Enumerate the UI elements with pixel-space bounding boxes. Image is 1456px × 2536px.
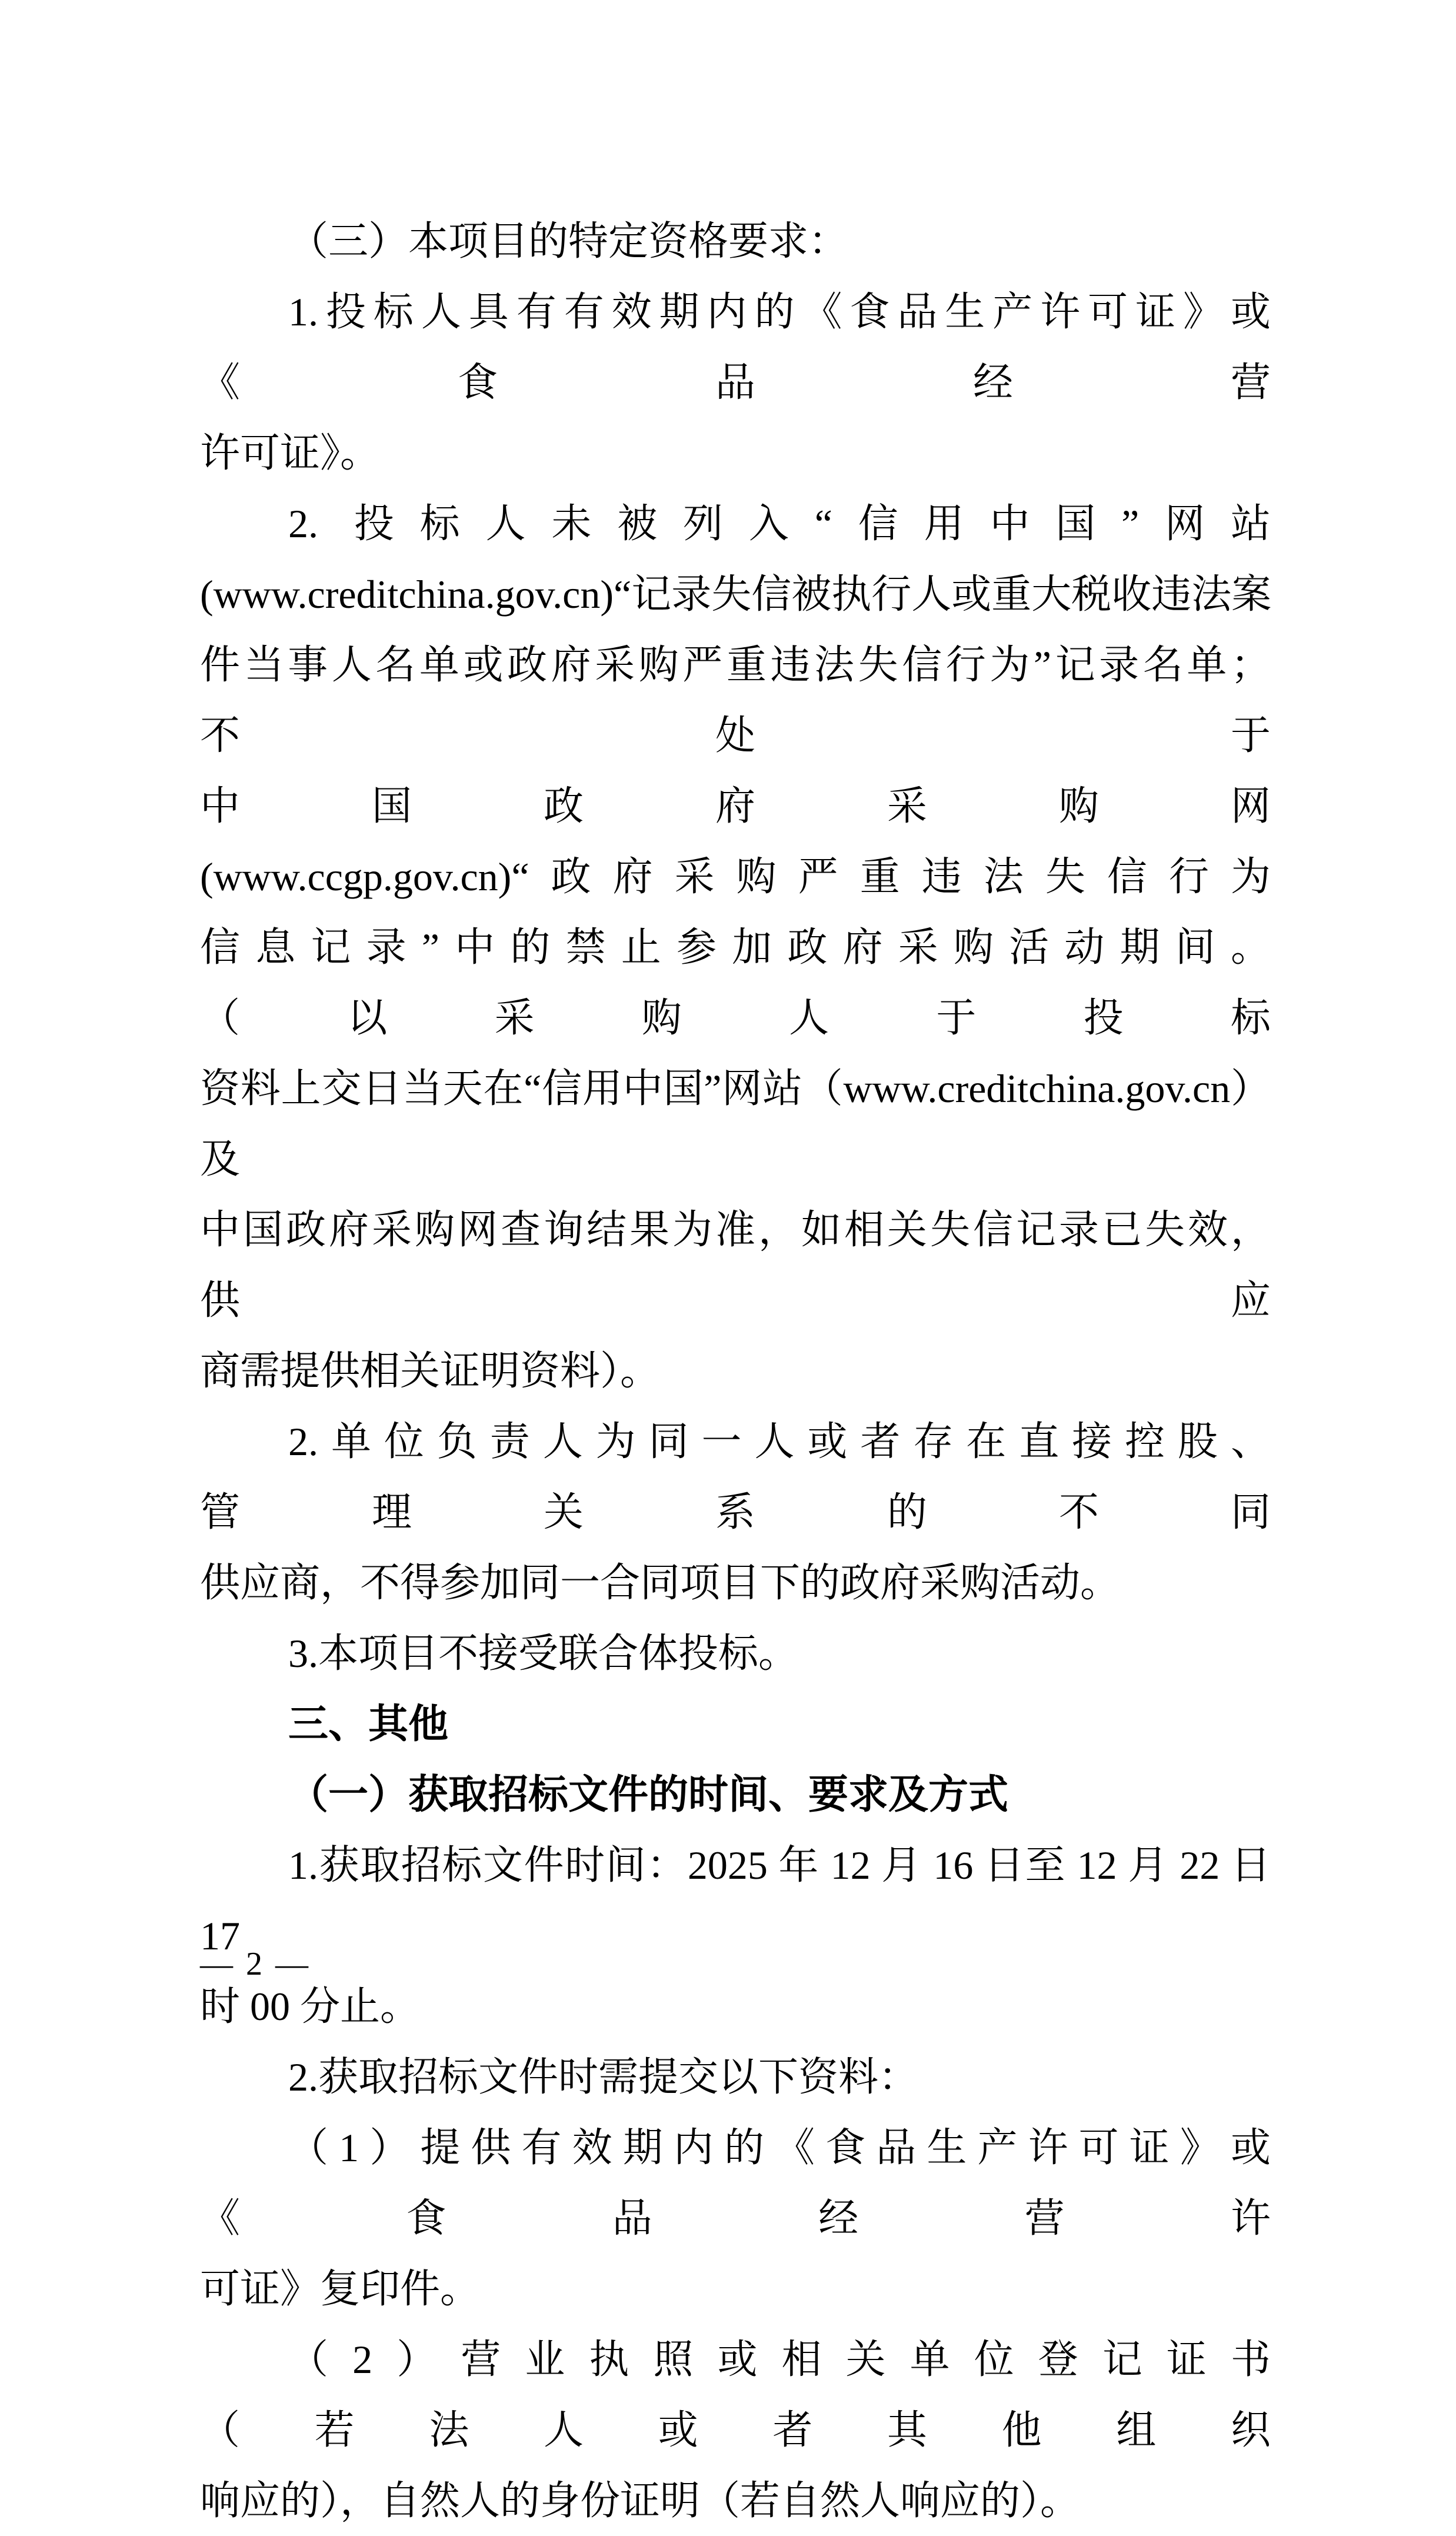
doc-line-12: 2.单位负责人为同一人或者存在直接控股、管理关系的不同 — [200, 1419, 1271, 1535]
doc-line-5: (www.creditchina.gov.cn)“记录失信被执行人或重大税收违法案 — [200, 572, 1272, 617]
doc-line-23: 响应的），自然人的身份证明（若自然人响应的）。 — [200, 2478, 1081, 2523]
doc-line-10: 中国政府采购网查询结果为准，如相关失信记录已失效，供应 — [200, 1207, 1271, 1323]
doc-line-21: 可证》复印件。 — [200, 2267, 481, 2311]
section-heading-other: 三、其他 — [288, 1702, 449, 1746]
subsection-heading-obtain-documents: （一）获取招标文件的时间、要求及方式 — [288, 1772, 1009, 1817]
doc-line-4: 2. 投标人未被列入“信用中国”网站 — [288, 501, 1271, 546]
doc-line-22: （2）营业执照或相关单位登记证书（若法人或者其他组织 — [200, 2337, 1271, 2452]
doc-line-18: 时 00 分止。 — [200, 1984, 421, 2029]
doc-line-14: 3.本项目不接受联合体投标。 — [288, 1631, 799, 1676]
doc-line-8: 信息记录”中的禁止参加政府采购活动期间。（以采购人于投标 — [200, 925, 1271, 1040]
doc-line-3: 许可证》。 — [200, 431, 381, 475]
doc-line-9: 资料上交日当天在“信用中国”网站（www.creditchina.gov.cn）及 — [200, 1066, 1271, 1182]
doc-line-13: 供应商，不得参加同一合同项目下的政府采购活动。 — [200, 1560, 1121, 1605]
page-number: — 2 — — [200, 1946, 311, 1982]
doc-line-17: 1.获取招标文件时间：2025 年 12 月 16 日至 12 月 22 日 17 — [200, 1843, 1271, 1958]
doc-line-19: 2.获取招标文件时需提交以下资料： — [288, 2055, 919, 2099]
doc-line-2: 1.投标人具有有效期内的《食品生产许可证》或《食品经营 — [200, 289, 1271, 405]
doc-line-6: 件当事人名单或政府采购严重违法失信行为”记录名单；不处于 — [200, 643, 1271, 758]
doc-line-20: （1）提供有效期内的《食品生产许可证》或《食品经营许 — [200, 2125, 1271, 2241]
document-body — [200, 206, 1271, 2536]
doc-line-11: 商需提供相关证明资料）。 — [200, 1349, 661, 1393]
doc-line-1: （三）本项目的特定资格要求： — [288, 219, 849, 264]
doc-line-7: 中国政府采购网(www.ccgp.gov.cn)“政府采购严重违法失信行为 — [200, 784, 1271, 899]
